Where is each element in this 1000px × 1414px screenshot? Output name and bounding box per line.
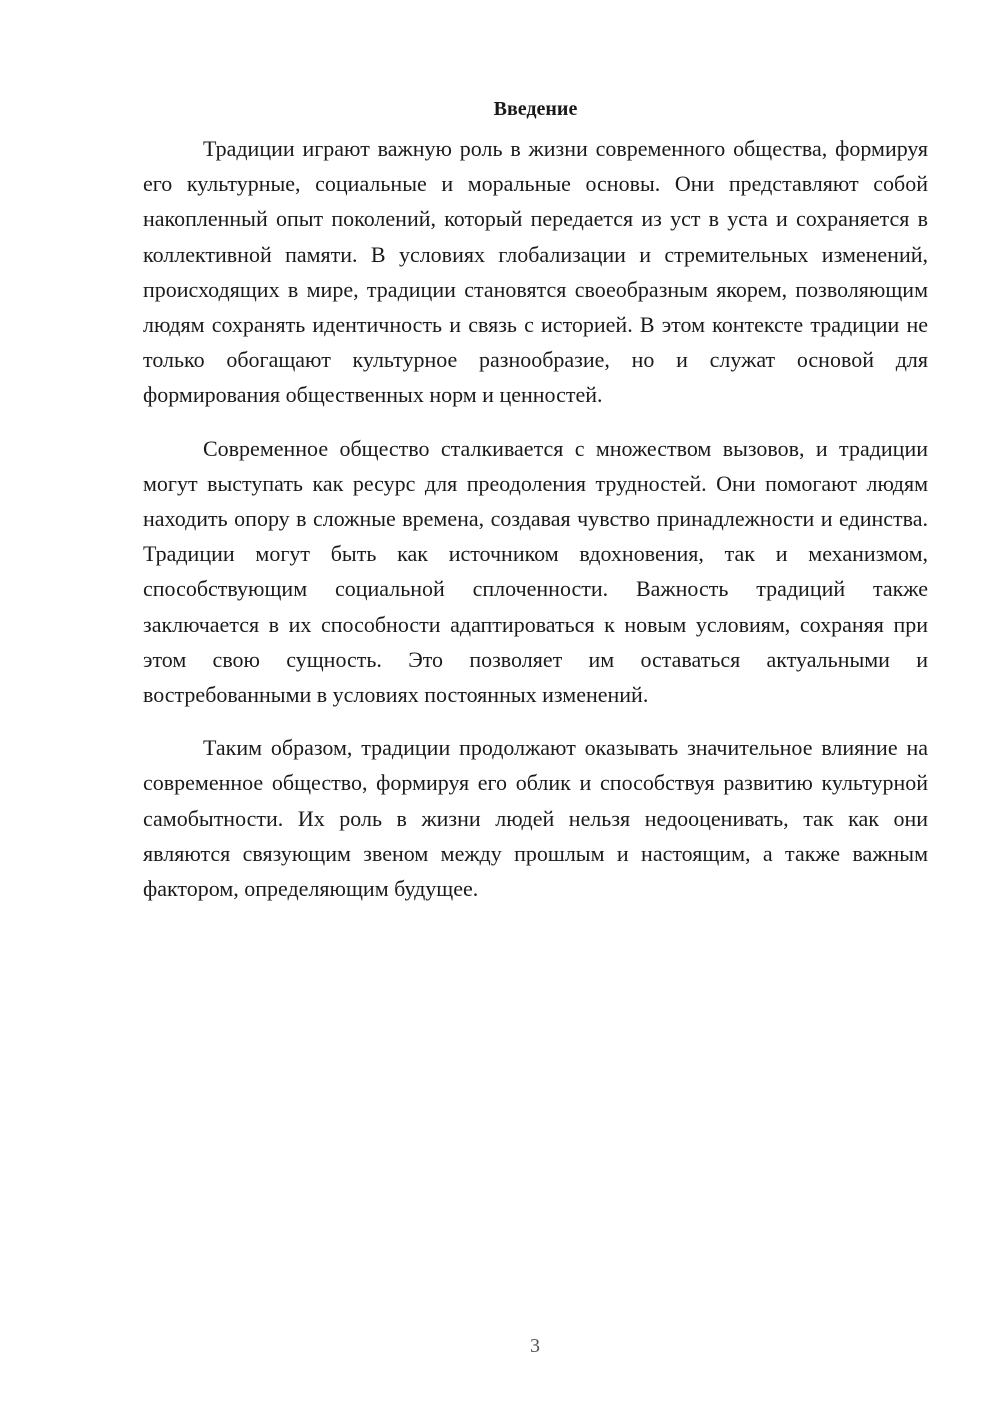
paragraph-3: Таким образом, традиции продолжают оказывать значительное влияние на современное общество, формируя его облик и способствуя развитию культурной самобытности. Их роль в жизни людей нельзя недооценивать, так как они являются связующим звеном между прошлым и настоящим, а также важным фактором, определяющим будущее.	[143, 735, 928, 902]
paragraph-1: Традиции играют важную роль в жизни современного общества, формируя его культурные, социальные и моральные основы. Они представляют собой накопленный опыт поколений, который передается из уст в уста и сохраняется в коллективной памяти. В условиях глобализации и стремительных изменений, происходящих в мире, традиции становятся своеобразным якорем, позволяющим людям сохранять идентичность и связь с историей. В этом контексте традиции не только обогащают культурное разнообразие, но и служат основой для формирования общественных норм и ценностей.	[143, 136, 928, 408]
document-body	[143, 92, 928, 906]
page-title: Введение	[493, 98, 578, 120]
page-number: 3	[530, 1335, 540, 1357]
paragraph-2: Современное общество сталкивается с множеством вызовов, и традиции могут выступать как ресурс для преодоления трудностей. Они помогают людям находить опору в сложные времена, создавая чувство принадлежности и единства. Традиции могут быть как источником вдохновения, так и механизмом, способствующим социальной сплоченности. Важность традиций также заключается в их способности адаптироваться к новым условиям, сохраняя при этом свою сущность. Это позволяет им оставаться актуальными и востребованными в условиях постоянных изменений.	[143, 435, 928, 708]
